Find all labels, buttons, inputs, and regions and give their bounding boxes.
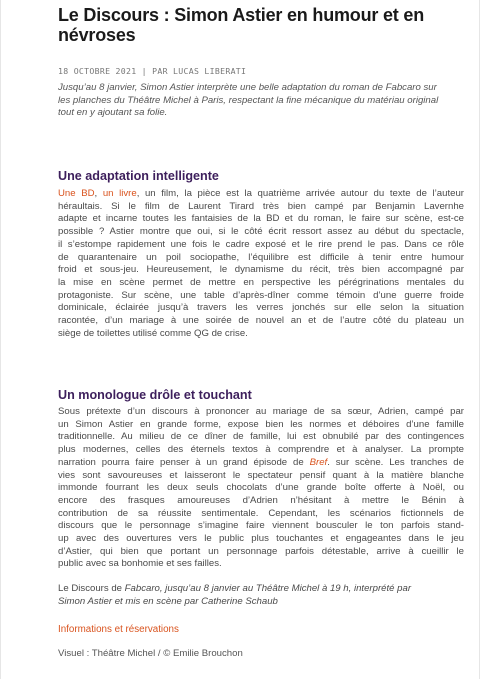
section1-body: [58, 188, 464, 340]
article-meta: 18 OCTOBRE 2021 | PAR LUCAS LIBERATI: [58, 66, 247, 76]
section2-line: discours que le personnage s’imagine faire viennent bousculer le ton parfois stand-: [58, 520, 464, 532]
section2-line: plus modernes, celles des éternels textos à comprendre et à analyser. La prompte: [58, 444, 464, 456]
section2-body: [58, 406, 464, 571]
credit-line-2: Simon Astier et mis en scène par Catherine Schaub: [58, 595, 278, 607]
section1-heading: Une adaptation intelligente: [58, 169, 219, 183]
section1-line: dominicale, éclairée jusqu’à travers les verres jonchés sur elle selon la situation: [58, 302, 464, 314]
section1-line: héraultais. Si le film de Laurent Tirard très bien campé par Benjamin Lavernhe: [58, 200, 464, 212]
section1-line: de quarantenaire un poil sociopathe, l’équilibre est difficile à tenir entre humour: [58, 251, 464, 263]
section2-line: un Simon Astier en grande forme, expose bien les normes et déboires d’une famille: [58, 418, 464, 430]
section2-line: vies sont savoureuses et laisseront le spectateur pensif quant à la matière blanche: [58, 469, 464, 481]
info-reservations-link-wrap: [58, 624, 464, 635]
section1-line: racontée, d’un mariage à une soirée de nouvel an et de l’autre côté du plateau un: [58, 315, 464, 327]
show-credits: [58, 583, 464, 608]
visual-credit: Visuel : Théâtre Michel / © Emilie Brouchon: [58, 648, 243, 659]
section-heading-adaptation: [58, 169, 464, 183]
section2-line: public avec sa bonhomie et ses failles.: [58, 558, 222, 570]
section1-line: la mise en scène permet de mettre en perspective les pérégrinations mentales du: [58, 276, 464, 288]
section1-line: siège de toilettes utilisé comme QG de crise.: [58, 327, 248, 339]
link-separator: ,: [94, 188, 103, 199]
section2-line: encore des frasques amoureuses d’Adrien n’hésitant à mettre le Bénin à: [58, 494, 464, 506]
section2-bref-after: . sur scène. Les tranches de: [327, 456, 464, 468]
section1-line: il s’estompe rapidement une fois le cadre exposé et le rire prend le pas. Dans ce rôle: [58, 238, 464, 250]
section1-line: possible ? Astier montre que oui, si le côté écrit ressort assez au début du spectacle,: [58, 226, 464, 238]
section2-line: traditionnelle. Au milieu de ce dîner de famille, lui est obnubilé par des contingences: [58, 431, 464, 443]
section2-line: d’Astier, qui bien que portant un personnage parfois détestable, arrive à cueillir le: [58, 545, 464, 557]
bd-link[interactable]: Une BD: [58, 188, 95, 199]
section2-line: immonde fourrant les deux seuls chocolats d’une grande boîte offerte à Noël, ou: [58, 482, 464, 494]
article-lead: [58, 82, 464, 120]
livre-link[interactable]: un livre: [102, 188, 137, 199]
title-line-1: Le Discours : Simon Astier en humour et en: [58, 5, 424, 25]
lead-line: tout en y ajoutant sa folie.: [58, 107, 168, 119]
lead-line: Jusqu’au 8 janvier, Simon Astier interprète une belle adaptation du roman de Fabcaro sur: [58, 82, 437, 93]
title-line-2: névroses: [58, 25, 136, 45]
section2-line: contribution de sa réussite sentimentale. Cependant, les scénarios fictionnels de: [58, 507, 464, 519]
section1-line: froid et sous-jeu. Heureusement, le dynamisme du récit, très bien accompagné par: [58, 264, 464, 276]
section1-line: protagoniste. Sur scène, une table d’après-dîner comme témoin d’une guerre froide: [58, 289, 464, 301]
section1-first-line: , un film, la pièce est la quatrième arrivée autour du texte de l’auteur: [136, 188, 464, 199]
bref-link[interactable]: Bref: [309, 456, 328, 468]
section2-line: up avec des ouvertures vers le public plus touchantes et engageantes dans le jeu: [58, 533, 464, 545]
section1-line: adapte et incarne toutes les fantaisies de la BD et du roman, le faire sur scène, est-ce: [58, 213, 464, 225]
credit-prefix: Le Discours de: [58, 583, 125, 594]
section2-heading: Un monologue drôle et touchant: [58, 388, 252, 402]
info-reservations-link[interactable]: Informations et réservations: [58, 624, 179, 635]
article-title: [58, 5, 464, 45]
section2-bref-line: narration pourra faire penser à un grand épisode de: [58, 456, 304, 468]
section-heading-monologue: [58, 388, 464, 402]
credit-details: Fabcaro, jusqu’au 8 janvier au Théâtre Michel à 19 h, interprété par: [124, 583, 412, 594]
section2-line: Sous prétexte d’un discours à prononcer au mariage de sa sœur, Adrien, campé par: [58, 406, 464, 417]
lead-line: les planches du Théâtre Michel à Paris, respectant la fine mécanique du matériau original: [58, 94, 439, 106]
